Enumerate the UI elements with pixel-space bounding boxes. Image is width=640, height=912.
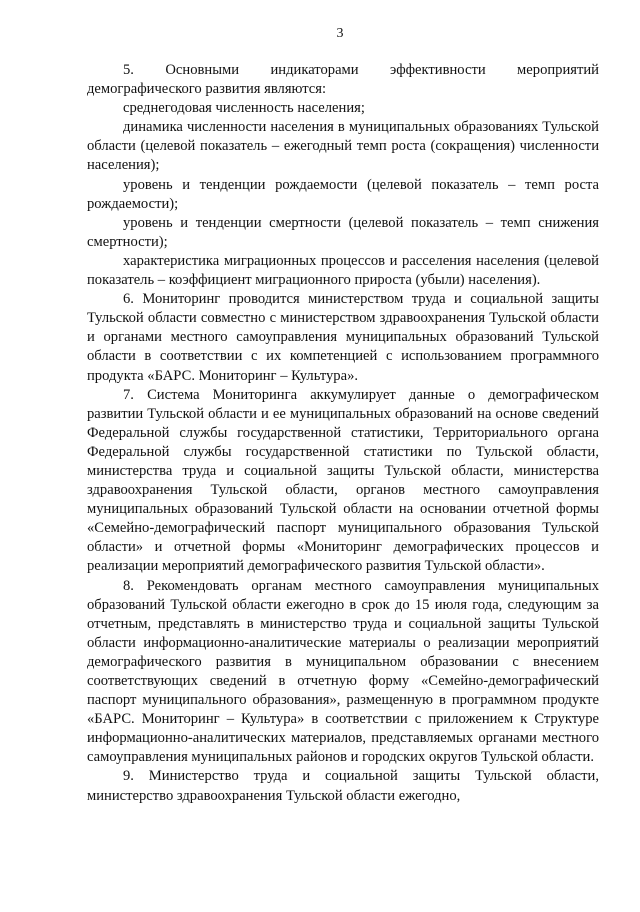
indicator-birth-rate: уровень и тенденции рождаемости (целевой показатель – темп роста рождаемости); (87, 176, 599, 212)
indicator-population-dynamics: динамика численности населения в муниципальных образованиях Тульской области (целевой показатель – ежегодный темп роста (сокращения) численности населения); (87, 119, 599, 174)
paragraph-7: 7. Система Мониторинга аккумулирует данные о демографическом развитии Тульской области и ее муниципальных образований на основе сведений Федеральной службы государственной статистики, Территориального органа Федеральной службы государственной статистики по Тульской области, министерства труда и социальной защиты Тульской области, министерства здравоохранения Тульской области, органов местного самоуправления муниципальных образований Тульской области на основании отчетной формы «Семейно-демографический паспорт муниципального образования Тульской области» и отчетной формы «Мониторинг демографических процессов и реализации мероприятий демографического развития Тульской области». (87, 386, 599, 575)
paragraph-9: 9. Министерство труда и социальной защиты Тульской области, министерство здравоохранения Тульской области ежегодно, (87, 768, 599, 804)
document-body (87, 61, 599, 806)
indicator-mortality: уровень и тенденции смертности (целевой показатель – темп снижения смертности); (87, 214, 599, 250)
indicator-migration: характеристика миграционных процессов и расселения населения (целевой показатель – коэффициент миграционного прироста (убыли) населения). (87, 252, 599, 289)
page-number: 3 (336, 26, 344, 41)
indicator-average-population: среднегодовая численность населения; (123, 100, 365, 117)
paragraph-6: 6. Мониторинг проводится министерством труда и социальной защиты Тульской области совместно с министерством здравоохранения Тульской области и органами местного самоуправления муниципальных образований Тульской области в соответствии с их компетенцией с использованием программного продукта «БАРС. Мониторинг – Культура». (87, 291, 599, 384)
paragraph-8: 8. Рекомендовать органам местного самоуправления муниципальных образований Тульской области ежегодно в срок до 15 июля года, следующим за отчетным, представлять в министерство труда и социальной защиты Тульской области информационно-аналитические материалы о реализации мероприятий демографического развития в муниципальном образовании с внесением соответствующих сведений в отчетную форму «Семейно-демографический паспорт муниципального образования», размещенную в программном продукте «БАРС. Мониторинг – Культура» в соответствии с приложением к Структуре информационно-аналитических материалов, представляемых органами местного самоуправления муниципальных районов и городских округов Тульской области. (87, 577, 599, 766)
paragraph-5-intro: 5. Основными индикаторами эффективности мероприятий демографического развития являются: (87, 62, 599, 98)
